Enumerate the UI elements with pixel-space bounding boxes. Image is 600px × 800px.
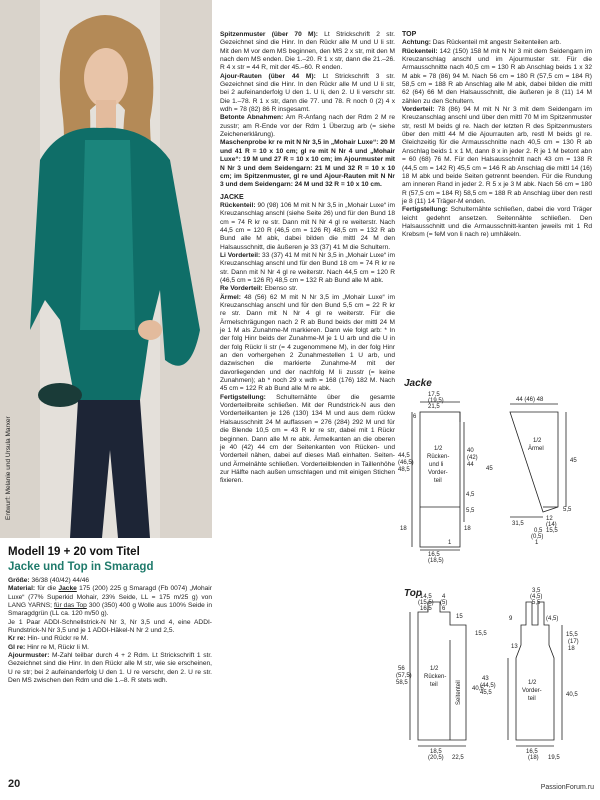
column-1-text [8,577,212,685]
tp-v-l3: 18 [568,646,575,652]
tp-r-s3: 6 [442,606,446,612]
tp-v-lab3: teil [528,696,536,702]
jk-top-w2: (19,5) [428,398,444,404]
jk-top-w3: 21,5 [428,404,440,410]
jk-small1: 4,5 [466,492,475,498]
jacke-diagram-title: Jacke [404,378,432,389]
aermel-text: 48 (56) 62 M mit N Nr 3,5 im „Mohair Luxe“ im Kreuzanschlag anschl und für den Bund 5,5 cm = 22 R kr re str. Dann mit N Nr 4 gl re weiterstr. Für die Ärmelschrägungen nach 2 R ab Bund beids der mittl 24 M je 1 M als Zunahme-M markieren. Dann wie folgt arb: * In der folg Hinr beids der Zunahme-M je 1 U arb und die U in der folg Rückr li str (= 4 zugenommene M), in der folg Hinr an den vorhergehen 2 Zunahmestellen 1 U arb, und dazwischen die markierte Zunahme-M mit der davorliegenden und der nachfolg M li zusstr (= keine Zunahmen); ab * noch 29 x wdh = 168 (176) 182 M. Nach 45 cm = 122 R ab Bund alle M re abk. [220,293,395,393]
material-top: für das Top [53,602,87,610]
abnahmen-label: Betonte Abnahmen: [220,114,284,122]
tp-v-155: 15,5 [475,631,487,637]
gl-text: Hinr re M, Rückr li M. [25,643,89,651]
jk-l5: teil [434,478,442,484]
jacke-sleeve-shape [510,412,558,512]
rauten-label: Ajour-Rauten (über 44 M): [220,72,316,80]
tp-v-b3: 19,5 [548,755,560,761]
jk-aermel-cuff: 5,5 [563,507,572,513]
jk-aermel-h: 45 [570,458,577,464]
fertig-jacke-text: Schulternähte über die gesamte Vorderteilbreite schließen. Mit der Rundstrick-N aus den Vorderteilkanten je 126 (130) 134 M und aus dem rückw Halsausschnitt 24 M auffassen = 276 (284) 292 M und für die Blende 10,5 cm = 43 R kr re str, dabei mit 1 Rückr beginnen. Dann alle M re abk. Ärmelkanten an die oberen je 40 (42) 44 cm der Seitenkanten von Rücken- und Vorderteil nähen, dabei auf dieses Maß einhalten. Seiten- und Ärmelnähte schließen. Vorderteilblenden in Taillenhöhe zur Hälfte nach außen umschlagen und mit einigen Stichen fixieren. [220,393,395,485]
jk-l3: und li [429,462,444,468]
jk-side1: 40 [467,448,474,454]
jk-l2: Rücken- [427,454,450,460]
jk-aermel-s3: 1 [535,540,539,546]
top-back-shape [418,602,466,740]
gl-label: Gl re: [8,643,26,651]
tp-r-w1: 14,5 [420,594,432,600]
top-vorder-label: Vorderteil: [402,106,435,114]
site-watermark: PassionForum.ru [540,784,594,791]
li-vorderteil-label: Li Vorderteil: [220,251,261,259]
achtung-text: Das Rückenteil mit angestr Seitenteilen arb. [430,39,562,47]
tp-r-b1: 18,5 [430,749,442,755]
tp-v-h2: (44,5) [480,683,496,689]
tp-r-w1b: (15,5) [418,600,434,606]
jk-bund: 18 [400,526,407,532]
fertig-jacke-label: Fertigstellung: [220,393,266,401]
jacke-schematic [398,392,598,562]
material-text-3: 300 (350) 400 g Wolle aus 100% Seide in Smaragdgrün (LL ca. 120 m/50 g). [8,602,212,618]
tp-v-t2: (4,5) [530,594,543,600]
re-vorderteil-text: Ebenso str. [262,285,298,293]
jk-bot1: 16,5 [428,552,440,558]
tp-v-b2: (18) [528,755,539,761]
jk-side45: 45 [486,466,493,472]
rueckenteil-label: Rückenteil: [220,201,256,209]
jk-six: 6 [413,414,417,420]
jk-h2: (46,5) [398,460,414,466]
tp-r-h2: (57,5) [396,673,412,679]
li-vorderteil-text: 33 (37) 41 M mit N Nr 3,5 in „Mohair Luxe“ im Kreuzanschlag anschl und für den Bund 18 cm = 74 R kr re str. Dann mit N Nr 4 gl re weiterstr. Nach 44,5 cm = 120 R (46,5 cm = 126 R) 48,5 cm = 132 R ab Bund alle M abk. [220,251,395,284]
tp-r-h1: 56 [398,666,405,672]
material-label: Material: [8,585,36,593]
tp-r-15: 15 [456,614,463,620]
tp-r-s1: 4 [442,594,446,600]
tp-v-h1: 43 [482,676,489,682]
tp-v-405: 40,5 [566,692,578,698]
model-title: Modell 19 + 20 vom Titel [8,546,140,558]
spitzen-text: Lt Strickschrift 2 str. Gezeichnet sind die Hinr. In den Rückr alle M und U li str. Mit den M vor dem MS beginnen, den MS 2 x str, mit den M nach dem MS enden. Die 1.–20. R 1 x str, dann die 21.–26. R 4 x str = 44 R, mit der 45.–60. R enden. [220,31,395,72]
tp-r-s2: (5) [440,600,448,606]
re-vorderteil-label: Re Vorderteil: [220,285,263,293]
jacke-heading: JACKE [220,193,244,201]
column-2-text [220,31,395,486]
maschenprobe-text: Maschenprobe kr re mit N Nr 3,5 in „Mohair Luxe“: 20 M und 41 R = 10 x 10 cm; gl re mit N Nr 4 und „Mohair Luxe“: 19 M und 27 R = 10 x 10 cm; im Ajourmuster mit N Nr 3 und dem Seidengarn: 21 M und 32 R = 10 x 10 cm; im Spitzenmuster, gl re und Ajour-Rauten mit N Nr 3 und dem Seidengarn: 24 M und 32 R = 10 x 10 cm. [220,139,395,189]
tp-r-h3: 58,5 [396,680,408,686]
tp-v-l2: (17) [568,639,579,645]
material-text-2: 175 (200) 225 g Smaragd (Fb 0074) „Mohair Luxe“ (77% Superkid Mohair, 23% Seide, LL = 175 m/25 g) von LANG YARNS; [8,585,212,610]
jk-side3: 44 [467,462,474,468]
ajour-label: Ajourmuster: [8,652,50,660]
jk-bot-one: 1 [448,540,452,546]
jk-top-w1: 17,5 [428,392,440,398]
jk-side2: (42) [467,455,478,461]
model-photo [0,0,212,538]
jk-aermel-b3: 15,5 [546,528,558,534]
jk-aermel-w: 31,5 [512,521,524,527]
tp-v-lab2: Vorder- [522,688,542,694]
tp-v-t1: 3,5 [532,588,541,594]
tp-v-13: 13 [511,644,518,650]
tp-v-h3: 45,5 [480,690,492,696]
tp-r-b2: (20,5) [428,755,444,761]
kr-text: Hin- und Rückr re M. [25,635,89,643]
tp-r-l1: 1/2 [430,666,439,672]
groesse-label: Größe: [8,577,30,584]
abnahmen-text: Am R-Anfang nach der Rdm 2 M re zusstr; am R-Ende vor der Rdm 1 Überzug arb (= siehe Zeichenerklärung). [220,114,395,139]
top-fertig-text: Schulternähte schließen, dabei die vord Träger leicht gedehnt ansetzen. Seitennähte schließen. Den Halsausschnitt und die Armausschnitt-kanten jeweils mit 1 Rd Krebsm (= feM von li nach re) umhäkeln. [402,206,592,239]
jk-small2: 5,5 [466,508,475,514]
tp-v-b1: 16,5 [526,749,538,755]
material-jacke: Jacke [58,585,77,593]
jk-aermel-l2: Ärmel [528,446,544,452]
top-front-shape [516,602,554,740]
jk-aermel-b2: (14) [546,522,557,528]
top-ruecken-text: 142 (150) 158 M mit N Nr 3 mit dem Seidengarn im Kreuzanschlag anschl und im Ajourmuster str. Für die Armausschnitte nach 40,5 cm = 130 R ab Anschlag beids 1 x 32 M abk = 78 (86) 94 M. Nach 56 cm = 180 R (57,5 cm = 184 R) 58,5 cm = 188 R ab Anschlag alle M abk, dabei bilden die mittl 62 (64) 66 M den Halsausschnitt, die äußeren je 8 (11) 14 M zählen zu den Schultern. [402,47,592,105]
tp-v-t3: 5,5 [532,600,541,606]
jk-l4: Vorder- [428,470,448,476]
jk-bot2: (18,5) [428,558,444,564]
tp-r-b3: 22,5 [452,755,464,761]
ajour-text: M-Zahl teilbar durch 4 + 2 Rdm. Lt Strickschrift 1 str. Gezeichnet sind die Hinr. In den Rückr alle M str, wie sie erscheinen, U re str; bei 2 aufeinanderfolg U den 1. U re verschr, den 2. U re str. Den MS zwischen den Rdm und die 1.–8. R stets wdh. [8,652,212,685]
aermel-label: Ärmel: [220,293,241,301]
tp-v-lab1: 1/2 [528,680,537,686]
tp-r-405: 40,5 [472,686,484,692]
top-heading: TOP [402,31,417,38]
tp-r-l3: teil [430,682,438,688]
photo-illustration [0,0,212,538]
tp-v-s1: 9 [509,616,513,622]
page-number: 20 [8,778,21,790]
jk-aermel-top: 44 (46) 48 [516,397,544,403]
top-fertig-label: Fertigstellung: [402,206,448,214]
achtung-label: Achtung: [402,39,431,47]
needles-text: Je 1 Paar ADDI-Schnellstrick-N Nr 3, Nr 3,5 und 4, eine ADDI-Rundstrick-N Nr 3,5 und je 1 ADDI-Häkel-N Nr 2 und 2,5. [8,618,212,635]
jk-h1: 44,5 [398,453,410,459]
tp-v-s2: (4,5) [546,616,559,622]
jk-aermel-l1: 1/2 [533,438,542,444]
jk-aermel-s2: (0,5) [531,534,544,540]
tp-r-side: Seitenteil [456,680,462,705]
photo-credit: Entwurf: Melanie und Ursula Marxer [5,416,12,520]
spitzen-label: Spitzenmuster (über 70 M): [220,31,318,38]
jk-aermel-s1: 0,5 [534,528,543,534]
groesse-value: 36/38 (40/42) 44/46 [31,577,90,584]
jk-aermel-b1: 12 [546,516,553,522]
jk-l1: 1/2 [434,446,443,452]
model-subtitle: Jacke und Top in Smaragd [8,561,154,573]
column-3-text [402,31,592,240]
top-diagram-title: Top [404,588,422,599]
tp-v-l1: 15,5 [566,632,578,638]
jk-h3: 48,5 [398,467,410,473]
tp-r-w1c: 16,5 [420,606,432,612]
kr-label: Kr re: [8,635,26,643]
tp-r-l2: Rücken- [424,674,447,680]
top-vorder-text: 78 (86) 94 M mit N Nr 3 mit dem Seidengarn im Kreuzanschlag anschl und über den mittl 70 M im Spitzenmuster str, restl M beids gl re. Nach der letzten R des Spitzenmusters über den mittl 44 M die Ajourrauten arb, restl M beids gl re. Gleichzeitig für die Armausschnitte nach 40,5 cm = 130 R ab Anschlag beids 1 x 1 M, dann 8 x in jeder 2. R je 1 M betont abn = 60 (68) 76 M. Für den Halsausschnitt nach 43 cm = 138 R (44,5 cm = 142 R) 45,5 cm = 146 R ab Anschlag die mittl 14 (16) 18 M abk und beide Seiten getrennt beenden. Für die Rundung am inneren Rand in jeder 2. R 5 x je 3 M abk. Nach 56 cm = 180 R (57,5 cm = 184 R) 58,5 cm = 188 R ab Anschlag über den restl je 8 (11) 14 Träger-M enden. [402,106,592,205]
material-text-1: für die [37,585,59,593]
rauten-text: Lt Strickschrift 3 str. Gezeichnet sind die Hinr. In den Rückr alle M und U li str, bei 2 aufeinanderfolg U den 1. U li, den 2. U li verschr str. Die 1.–78. R 1 x str, dann die 77. und 78. R noch 0 (2) 4 x wdh = 78 (82) 86 R insgesamt. [220,72,395,114]
top-ruecken-label: Rückenteil: [402,47,438,55]
rueckenteil-text: 90 (98) 106 M mit N Nr 3,5 in „Mohair Luxe“ im Kreuzanschlag anschl (siehe Seite 26) und für den Bund 18 cm = 74 R kr re str. Dann mit N Nr 4 gl re weiterstr. Nach 44,5 cm = 120 R (46,5 cm = 126 R) 48,5 cm = 132 R ab Bund alle M abk, dabei bilden die mittl 24 M den Halsausschnitt, die äußeren je 33 (37) 41 M die Schultern. [220,201,395,251]
jk-bund-r: 18 [464,526,471,532]
